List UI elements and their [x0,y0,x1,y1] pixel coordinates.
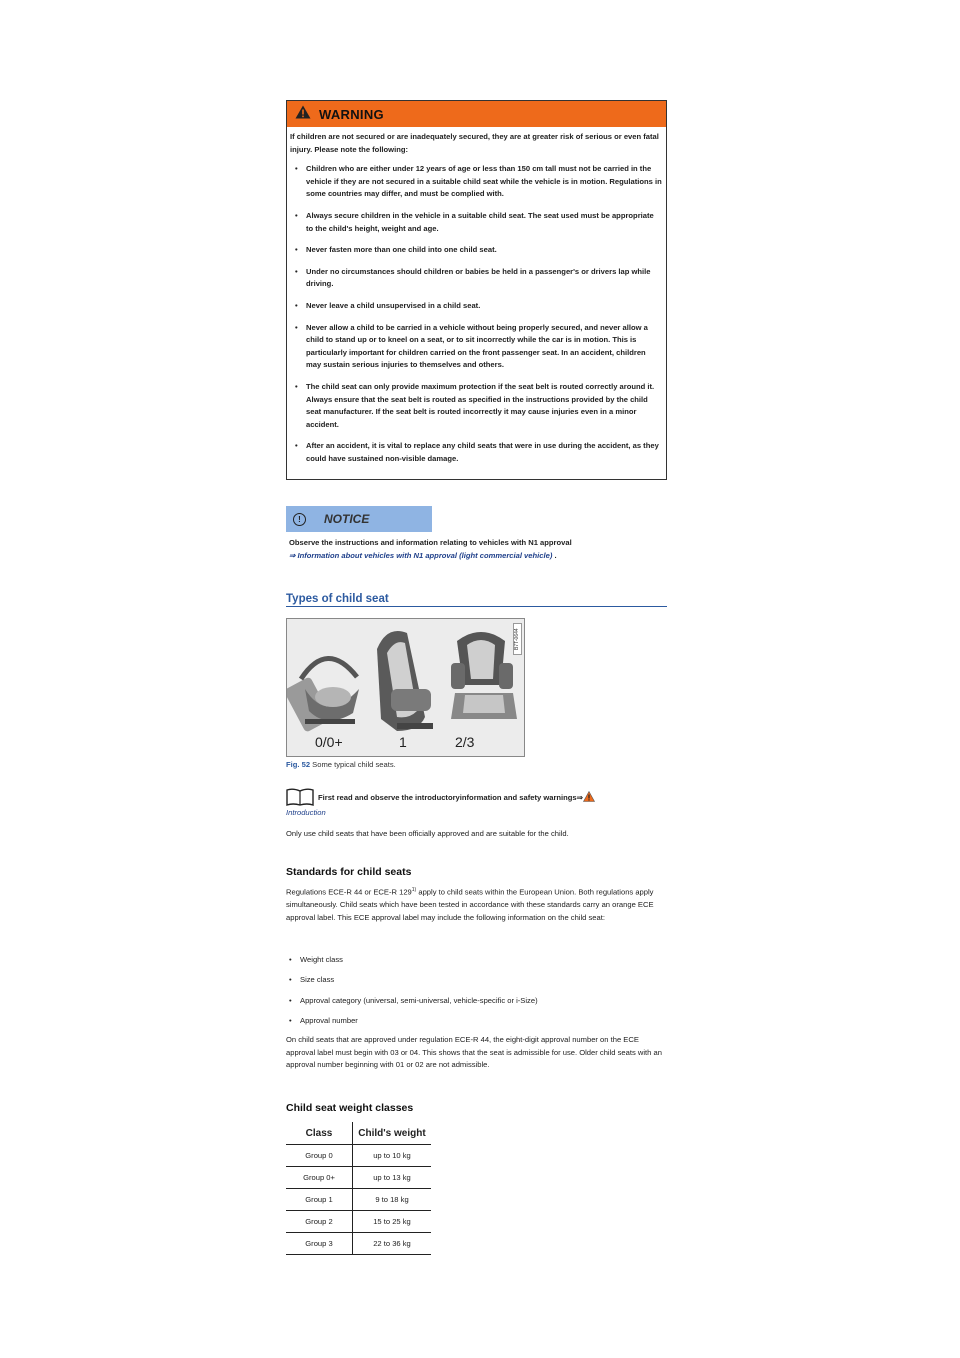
warning-item: • Children who are either under 12 years of age or less than 150 cm tall must not be carried in the vehicle if they are not secured in a suitable child seat while the vehicle is in motion. Regulations in some countries may differ, and must be complied with. [290,163,662,201]
list-item: • Weight class [286,954,667,974]
warning-item: • Under no circumstances should children or babies be held in a passenger's or drivers lap while driving. [290,266,662,291]
notice-header [286,506,432,532]
weight-classes-heading: Child seat weight classes [286,1102,414,1114]
figure-caption-text: Some typical child seats. [310,760,396,769]
list-item: • Approval number [286,1015,667,1035]
table-cell-weight: up to 13 kg [353,1167,432,1189]
table-cell-weight: up to 10 kg [353,1145,432,1167]
notice-text-block [289,537,669,562]
book-icon [286,788,314,808]
figure-label-group-0: 0/0+ [315,734,343,750]
notice-title: NOTICE [324,512,370,526]
standards-heading: Standards for child seats [286,866,412,878]
introduction-link[interactable]: Introduction [286,808,326,817]
warning-item: • Always secure children in the vehicle in a suitable child seat. The seat used must be appropriate to the child's height, weight and age. [290,210,662,235]
column-header-class: Class [286,1122,353,1145]
figure-panel-booster [443,619,524,756]
table-row [286,1189,431,1211]
footnote-ref: 1) [411,887,417,893]
notice-text: Observe the instructions and information relating to vehicles with N1 approval [289,538,572,547]
read-first-text: First read and observe the introductoryinformation and safety warnings⇒ [318,791,595,802]
warning-triangle-icon [583,791,595,802]
table-cell-weight: 15 to 25 kg [353,1211,432,1233]
table-header-row [286,1122,431,1145]
table-cell-class: Group 2 [286,1211,353,1233]
column-header-weight: Child's weight [353,1122,432,1145]
standards-bullet-list [286,954,667,1035]
list-item: • Size class [286,974,667,994]
warning-item: • Never fasten more than one child into one child seat. [290,244,662,257]
table-cell-weight: 9 to 18 kg [353,1189,432,1211]
figure-code: B7T-0644 [513,623,522,655]
figure-number: Fig. 52 [286,760,311,769]
warning-item: • Never leave a child unsupervised in a child seat. [290,300,662,313]
warning-item: • The child seat can only provide maximum protection if the seat belt is routed correctly around it. Always ensure that the seat belt is routed as specified in the instructions provided by the child seat manufacturer. If the seat belt is routed incorrectly it may cause injuries even in a minor accident. [290,381,662,431]
weight-classes-table [286,1122,431,1255]
table-cell-class: Group 0 [286,1145,353,1167]
table-row [286,1145,431,1167]
table-cell-class: Group 3 [286,1233,353,1255]
standards-paragraph: Regulations ECE-R 44 or ECE-R 129$^{1)}$ apply to child seats within the European Union. Both regulations apply simultaneously. Child seats which have been tested in accordance with these standards carry an orange ECE approval label. This ECE approval label may include the following information on the child seat: [286,887,654,922]
table-row [286,1211,431,1233]
table-row [286,1233,431,1255]
table-row [286,1167,431,1189]
warning-header [287,101,666,127]
notice-link-suffix: . [552,550,557,560]
notice-n1-link[interactable]: ⇒ Information about vehicles with N1 approval (light commercial vehicle) [289,550,553,560]
warning-item: • After an accident, it is vital to replace any child seats that were in use during the accident, as they could have sustained non-visible damage. [290,440,662,465]
table-cell-class: Group 1 [286,1189,353,1211]
section-heading: Types of child seat [286,593,667,607]
table-cell-class: Group 0+ [286,1167,353,1189]
warning-box [286,100,667,480]
warning-intro: If children are not secured or are inadequately secured, they are at greater risk of serious or even fatal injury. Please note the following: [290,132,659,154]
exclamation-circle-icon: ! [293,513,306,526]
table-cell-weight: 22 to 36 kg [353,1233,432,1255]
figure-panel-toddler [367,619,444,756]
approval-number-paragraph: On child seats that are approved under regulation ECE-R 44, the eight-digit approval number on the ECE approval label must begin with 03 or 04. This shows that the seat is admissible for use. Older child seats with an approval number beginning with 01 or 02 are not admissible. [286,1035,662,1070]
figure-label-group-1: 1 [399,734,407,750]
child-seats-figure [286,618,525,757]
warning-list [290,163,662,465]
warning-item: • Never allow a child to be carried in a vehicle without being properly secured, and never allow a child to stand up or to kneel on a seat, or to sit incorrectly while the car is in motion. This is particularly important for children carried on the front passenger seat. In an accident, children may sustain serious injuries to themselves and others. [290,322,662,372]
warning-triangle-icon [295,105,311,124]
figure-caption [286,760,396,769]
figure-label-group-23: 2/3 [455,734,475,750]
figure-panel-infant [287,619,368,756]
warning-title: WARNING [319,106,384,122]
intro-paragraph: Only use child seats that have been officially approved and are suitable for the child. [286,829,569,838]
list-item: • Approval category (universal, semi-universal, vehicle-specific or i-Size) [286,995,667,1015]
